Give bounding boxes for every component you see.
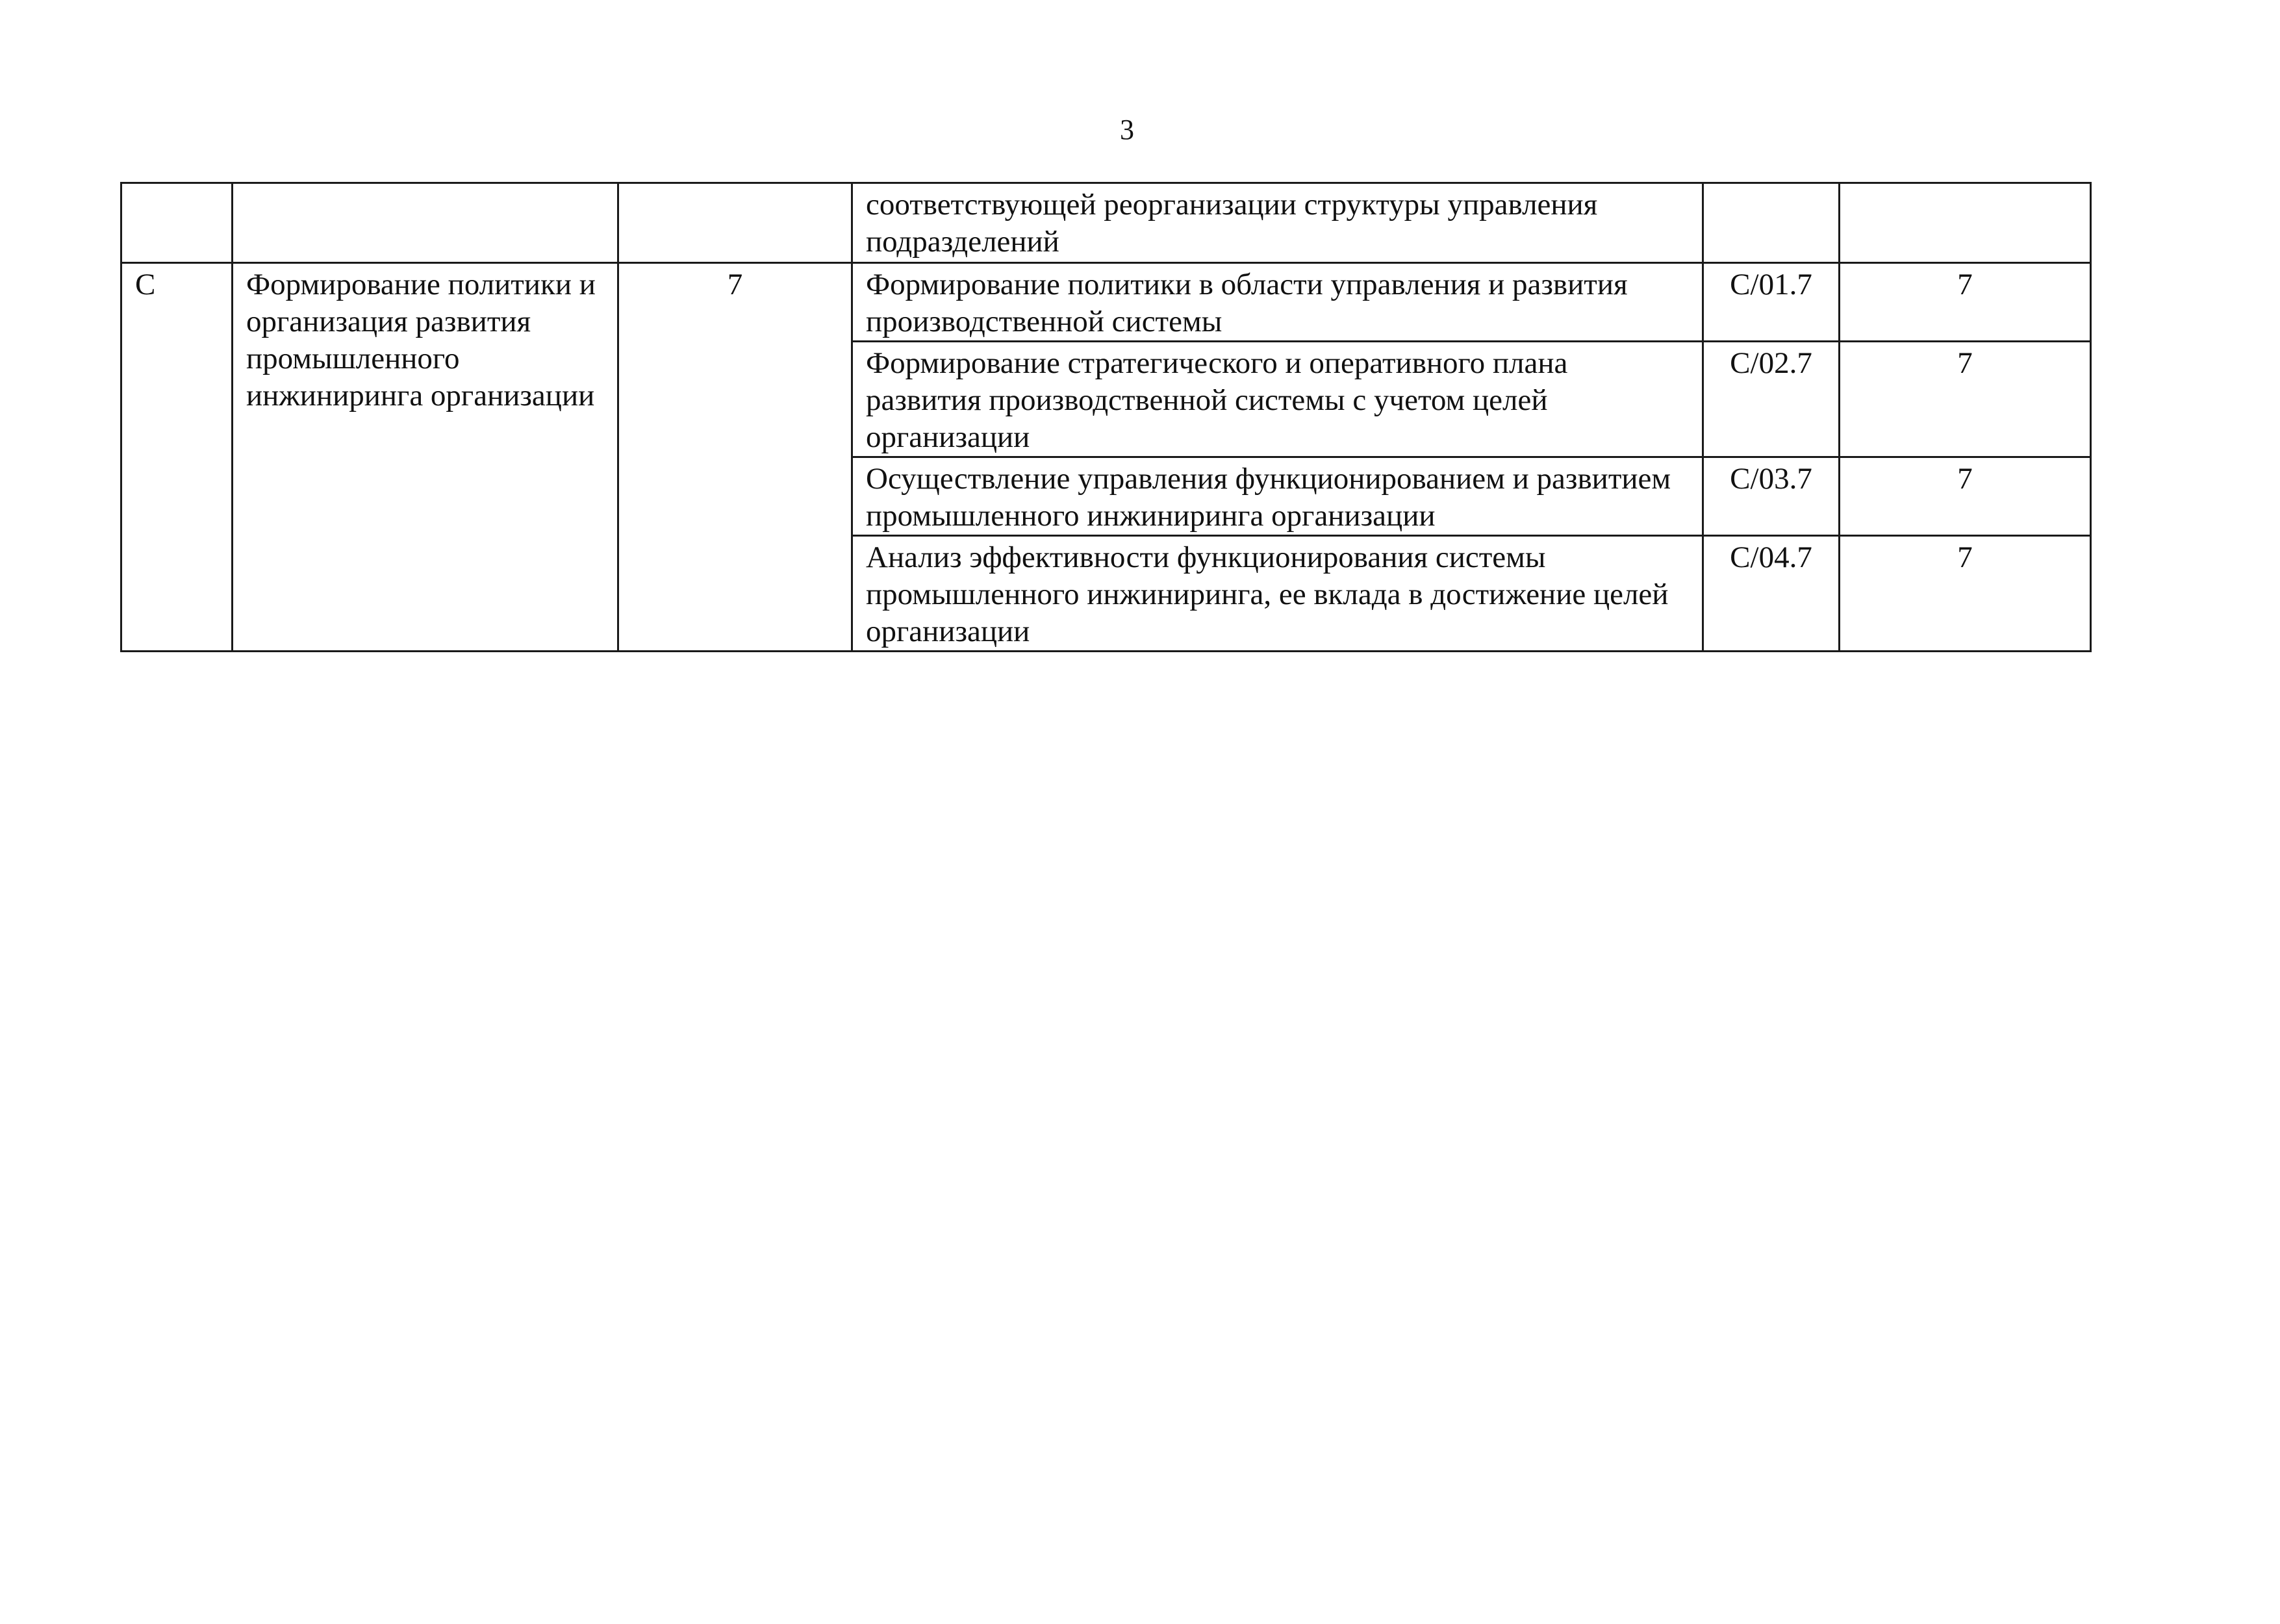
cell-sublevel: 7 — [1840, 457, 2091, 536]
cell-function-code: C/02.7 — [1703, 342, 1840, 457]
cell-sublevel: 7 — [1840, 263, 2091, 342]
cell-letter: C — [121, 263, 233, 652]
page-number: 3 — [1120, 114, 1134, 146]
table-row-continuation — [121, 183, 2091, 263]
cell-labor-function: Формирование стратегического и оперативного плана развития производственной системы с учетом целей организации — [852, 342, 1703, 457]
cell-labor-function: Формирование политики в области управления и развития производственной системы — [852, 263, 1703, 342]
cell-function-code: C/04.7 — [1703, 536, 1840, 652]
cell-qualification-level — [618, 183, 852, 263]
cell-function-code: C/03.7 — [1703, 457, 1840, 536]
cell-sublevel — [1840, 183, 2091, 263]
cell-sublevel: 7 — [1840, 536, 2091, 652]
cell-labor-function: Анализ эффективности функционирования системы промышленного инжиниринга, ее вклада в достижение целей организации — [852, 536, 1703, 652]
cell-labor-function: Осуществление управления функционированием и развитием промышленного инжиниринга организации — [852, 457, 1703, 536]
cell-qualification-level: 7 — [618, 263, 852, 652]
cell-labor-function: соответствующей реорганизации структуры управления подразделений — [852, 183, 1703, 263]
functions-table — [120, 182, 2092, 652]
cell-function-code — [1703, 183, 1840, 263]
cell-function-code: C/01.7 — [1703, 263, 1840, 342]
cell-letter — [121, 183, 233, 263]
table-row — [121, 263, 2091, 342]
cell-function-group-name: Формирование политики и организация развития промышленного инжиниринга организации — [233, 263, 618, 652]
cell-sublevel: 7 — [1840, 342, 2091, 457]
cell-function-group-name — [233, 183, 618, 263]
